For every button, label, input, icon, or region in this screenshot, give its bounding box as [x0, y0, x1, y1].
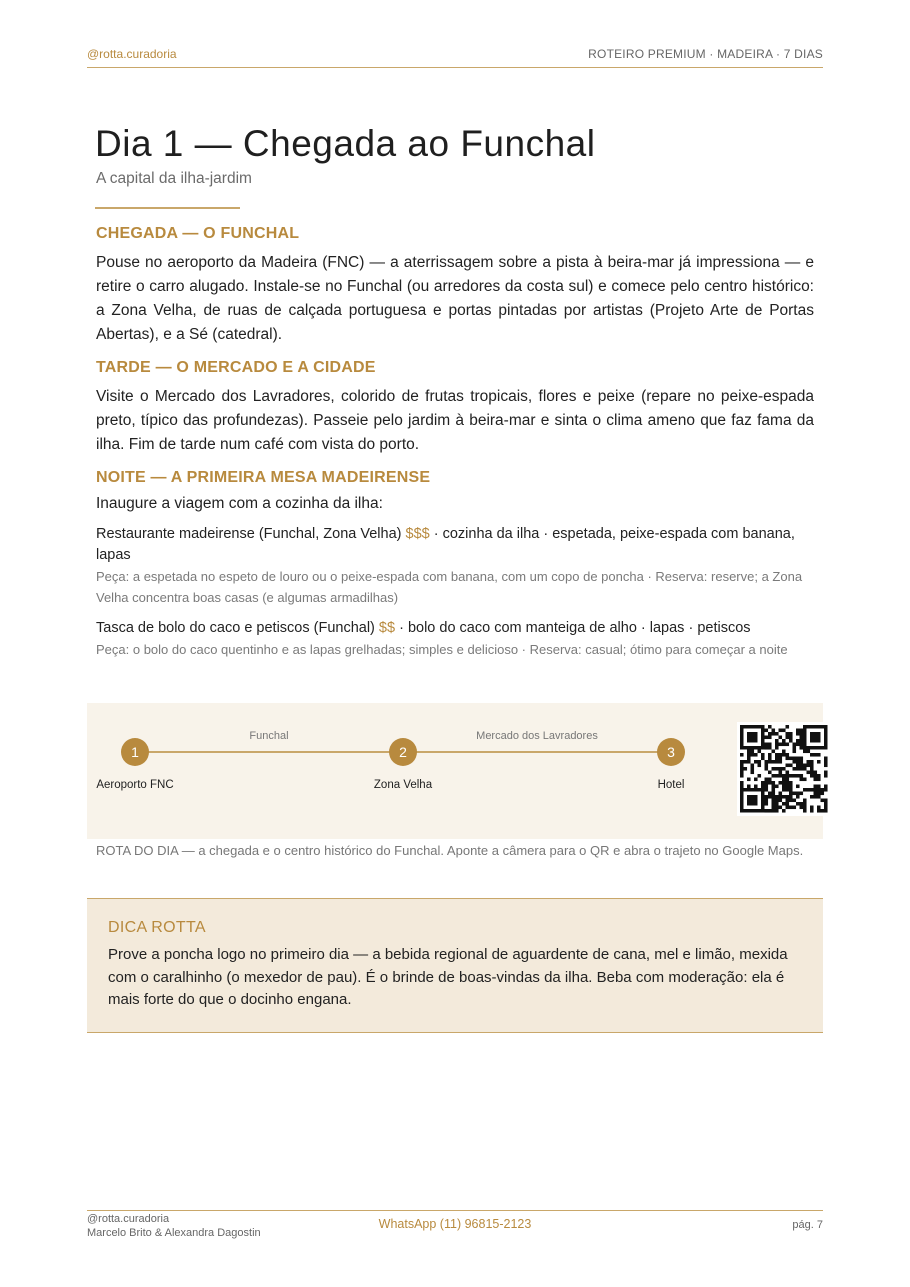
- route-stop-marker: 3: [657, 738, 685, 766]
- tip-box: [87, 898, 823, 1033]
- qr-code-icon[interactable]: [737, 722, 831, 816]
- restaurant-name: Restaurante madeirense (Funchal, Zona Velha): [96, 526, 402, 542]
- route-segment-label: Funchal: [249, 730, 289, 742]
- page-number: pág. 7: [792, 1219, 823, 1231]
- route-stop-marker: 2: [389, 738, 417, 766]
- restaurant-desc: · cozinha da ilha · espetada, peixe-espada com banana, lapas: [96, 526, 795, 563]
- tip-heading: DICA ROTTA: [108, 919, 206, 936]
- restaurant-desc: · bolo do caco com manteiga de alho · lapas · petiscos: [399, 620, 751, 636]
- title-divider: [95, 207, 240, 209]
- restaurant-name: Tasca de bolo do caco e petiscos (Funchal): [96, 620, 375, 636]
- section-heading-night: NOITE — A PRIMEIRA MESA MADEIRENSE: [96, 469, 431, 486]
- night-intro: Inaugure a viagem com a cozinha da ilha:: [96, 495, 383, 512]
- section-text-afternoon: Visite o Mercado dos Lavradores, colorido de frutas tropicais, flores e peixe (repare no peixe-espada preto, típico das profundezas). Passeie pelo jardim à beira-mar e sinta o clima ameno que faz fama da ilha. Fim de tarde num café com vista do porto.: [96, 388, 814, 453]
- footer-authors: Marcelo Brito & Alexandra Dagostin: [87, 1227, 261, 1239]
- restaurant-price: $$$: [405, 526, 430, 542]
- restaurant-note: Peça: o bolo do caco quentinho e as lapas grelhadas; simples e delicioso · Reserva: casual; ótimo para começar a noite: [96, 642, 788, 657]
- qr-code-graphic: [737, 722, 831, 816]
- day-content: [96, 225, 814, 670]
- route-stop-marker: 1: [121, 738, 149, 766]
- restaurant-price: $$: [378, 620, 396, 636]
- route-map: [87, 703, 823, 839]
- header-series: ROTEIRO PREMIUM · MADEIRA · 7 DIAS: [588, 47, 823, 61]
- route-stop-label: Hotel: [657, 779, 685, 791]
- page-title: Dia 1 — Chegada ao Funchal: [95, 123, 596, 164]
- section-text-arrival: Pouse no aeroporto da Madeira (FNC) — a aterrissagem sobre a pista à beira-mar já impressiona — e retire o carro alugado. Instale-se no Funchal (ou arredores da costa sul) e comece pelo centro histórico: a Zona Velha, de ruas de calçada portuguesa e portas pintadas por artistas (Projeto Arte de Portas Abertas), e a Sé (catedral).: [96, 254, 814, 343]
- restaurant-item: [96, 618, 814, 660]
- page-footer: [87, 1210, 823, 1251]
- footer-whatsapp[interactable]: WhatsApp (11) 96815-2123: [378, 1217, 532, 1231]
- route-stop-label: Zona Velha: [373, 779, 433, 791]
- page-subtitle: A capital da ilha-jardim: [96, 170, 252, 187]
- tip-text: Prove a poncha logo no primeiro dia — a bebida regional de aguardente de cana, mel e limão, mexida com o caralhinho (o mexedor de pau). É o brinde de boas-vindas da ilha. Beba com moderação: ela é mais forte do que o docinho engana.: [108, 946, 788, 1008]
- route-stop-label: Aeroporto FNC: [96, 779, 174, 791]
- section-heading-afternoon: TARDE — O MERCADO E A CIDADE: [96, 359, 376, 376]
- footer-handle: @rotta.curadoria: [87, 1213, 170, 1225]
- route-caption: ROTA DO DIA — a chegada e o centro histórico do Funchal. Aponte a câmera para o QR e abra o trajeto no Google Maps.: [96, 843, 804, 858]
- restaurant-item: [96, 524, 814, 608]
- restaurant-note: Peça: a espetada no espeto de louro ou o peixe-espada com banana, com um copo de poncha · Reserva: reserve; a Zona Velha concentra boas casas (e algumas armadilhas): [96, 569, 803, 605]
- header-handle: @rotta.curadoria: [87, 47, 177, 61]
- page-header: [87, 46, 823, 68]
- section-heading-arrival: CHEGADA — O FUNCHAL: [96, 225, 300, 242]
- route-segment-label: Mercado dos Lavradores: [476, 730, 598, 742]
